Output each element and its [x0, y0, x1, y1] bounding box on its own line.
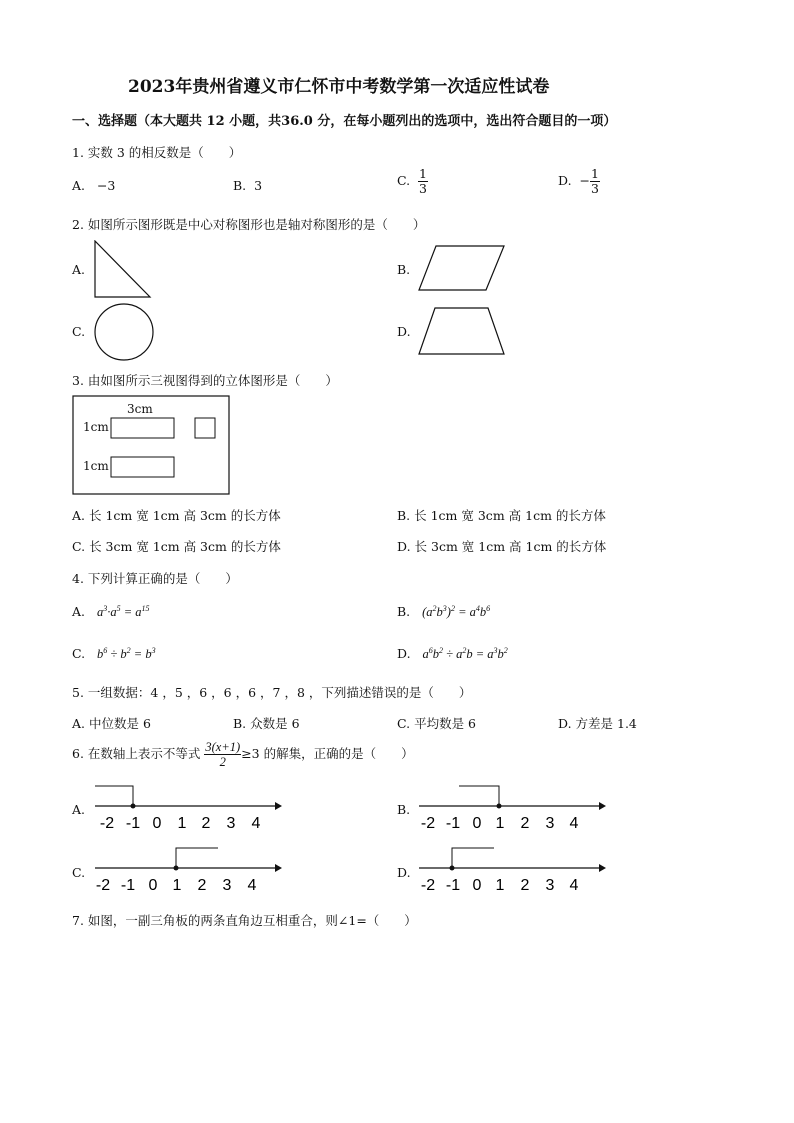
q4-option-c[interactable] — [72, 646, 156, 662]
tick-label: 0 — [472, 877, 482, 894]
dim-1cm-label-top: 1cm — [83, 420, 109, 434]
tick-label: 0 — [152, 815, 162, 832]
q6-b-label[interactable]: B. — [397, 802, 411, 817]
q1-c-label: C. — [397, 173, 411, 188]
tick-label: 0 — [472, 815, 482, 832]
q1-option-b[interactable] — [233, 178, 262, 193]
tick-label: 4 — [569, 877, 579, 894]
q2-b-label[interactable]: B. — [397, 262, 411, 277]
tick-label: 1 — [177, 815, 187, 832]
q3-option-b[interactable]: B. 长 1cm 宽 3cm 高 1cm 的长方体 — [397, 508, 606, 523]
tick-label: 1 — [495, 877, 505, 894]
q4-d-label: D. — [397, 646, 411, 662]
q4-c-label: C. — [72, 646, 86, 662]
right-triangle-figure — [94, 240, 154, 300]
q1-d-fraction: $\frac{1}{3}$ — [591, 166, 599, 196]
q4-stem: 4. 下列计算正确的是（ ） — [72, 571, 238, 586]
tick-label: -2 — [95, 877, 111, 894]
q4-option-a[interactable] — [72, 604, 150, 620]
q5-stem: 5. 一组数据：4 ，5 ，6 ，6 ，6 ，7 ，8 ，下列描述错误的是（ ） — [72, 685, 472, 700]
tick-label: 4 — [247, 877, 257, 894]
q6-d-label[interactable]: D. — [397, 865, 411, 880]
section-heading: 一、选择题（本大题共 12 小题，共36.0 分，在每小题列出的选项中，选出符合题目的一项） — [72, 114, 617, 129]
q1-b-text: 3 — [254, 178, 263, 193]
q2-d-label[interactable]: D. — [397, 324, 411, 339]
q1-a-text: −3 — [96, 178, 116, 193]
q7-stem: 7. 如图，一副三角板的两条直角边互相重合，则∠1=（ ） — [72, 913, 417, 928]
q5-option-d[interactable]: D. 方差是 1.4 — [558, 716, 637, 731]
q2-a-label[interactable]: A. — [72, 262, 86, 277]
tick-label: -2 — [420, 815, 436, 832]
q4-b-label: B. — [397, 604, 411, 620]
tick-label: 3 — [222, 877, 232, 894]
trapezoid-figure — [418, 306, 506, 356]
q4-a-formula: $a^3\cdot a^5 = a^{15}$ — [96, 604, 150, 620]
tick-label: -1 — [445, 815, 461, 832]
number-line-a — [90, 780, 285, 835]
q6-a-label[interactable]: A. — [72, 802, 86, 817]
tick-label: 2 — [520, 877, 530, 894]
q3-option-d[interactable]: D. 长 3cm 宽 1cm 高 1cm 的长方体 — [397, 539, 607, 554]
q1-a-label: A. — [72, 178, 86, 193]
tick-label: -1 — [120, 877, 136, 894]
tick-label: 3 — [545, 877, 555, 894]
q3-stem: 3. 由如图所示三视图得到的立体图形是（ ） — [72, 373, 338, 388]
exam-title: 2023年贵州省遵义市仁怀市中考数学第一次适应性试卷 — [128, 77, 550, 97]
q1-stem: 1. 实数 3 的相反数是（ ） — [72, 145, 242, 160]
tick-label: 2 — [520, 815, 530, 832]
q2-stem: 2. 如图所示图形既是中心对称图形也是轴对称图形的是（ ） — [72, 217, 426, 232]
number-line-d — [414, 842, 609, 897]
tick-label: -1 — [445, 877, 461, 894]
dim-1cm-label-bottom: 1cm — [83, 459, 109, 473]
tick-label: 1 — [172, 877, 182, 894]
q4-c-formula: $b^6 \div b^2 = b^3$ — [97, 646, 156, 662]
tick-label: 0 — [148, 877, 158, 894]
q1-d-label: D. — [558, 173, 572, 188]
q6-stem-pre: 6. 在数轴上表示不等式 — [72, 746, 201, 761]
tick-label: 2 — [201, 815, 211, 832]
tick-label: 3 — [226, 815, 236, 832]
number-line-b — [414, 780, 609, 835]
q1-option-c[interactable] — [397, 167, 428, 196]
q4-d-formula: $a^6b^2 \div a^2b = a^3b^2$ — [422, 646, 508, 662]
q6-c-label[interactable]: C. — [72, 865, 86, 880]
tick-label: 2 — [197, 877, 207, 894]
tick-label: -2 — [99, 815, 115, 832]
q4-option-b[interactable] — [397, 604, 490, 620]
q3-option-a[interactable]: A. 长 1cm 宽 1cm 高 3cm 的长方体 — [72, 508, 281, 523]
q4-a-label: A. — [72, 604, 86, 620]
tick-label: 1 — [495, 815, 505, 832]
q2-c-label[interactable]: C. — [72, 324, 86, 339]
q3-option-c[interactable]: C. 长 3cm 宽 1cm 高 3cm 的长方体 — [72, 539, 281, 554]
q1-option-d[interactable] — [558, 167, 600, 196]
q4-option-d[interactable] — [397, 646, 508, 662]
q6-stem-post: ≥3 的解集，正确的是（ ） — [241, 746, 414, 761]
q5-option-b[interactable]: B. 众数是 6 — [233, 716, 300, 731]
tick-label: 3 — [545, 815, 555, 832]
tick-label: 4 — [569, 815, 579, 832]
parallelogram-figure — [418, 244, 506, 292]
q1-b-label: B. — [233, 178, 247, 193]
tick-label: -1 — [125, 815, 141, 832]
circle-figure — [93, 302, 155, 362]
number-line-c — [90, 842, 285, 897]
q5-option-c[interactable]: C. 平均数是 6 — [397, 716, 476, 731]
q4-b-formula: $(a^2b^3)^2 = a^4b^6$ — [422, 604, 491, 620]
q1-d-sign: − — [579, 173, 590, 188]
q6-stem — [72, 740, 414, 769]
q6-inequality-fraction: $\frac{3(x+1)}{2}$ — [205, 740, 241, 769]
q1-c-fraction: $\frac{1}{3}$ — [419, 166, 427, 196]
dim-3cm-label: 3cm — [127, 402, 153, 416]
q5-option-a[interactable]: A. 中位数是 6 — [72, 716, 151, 731]
tick-label: -2 — [420, 877, 436, 894]
tick-label: 4 — [251, 815, 261, 832]
q1-option-a[interactable] — [72, 178, 115, 193]
